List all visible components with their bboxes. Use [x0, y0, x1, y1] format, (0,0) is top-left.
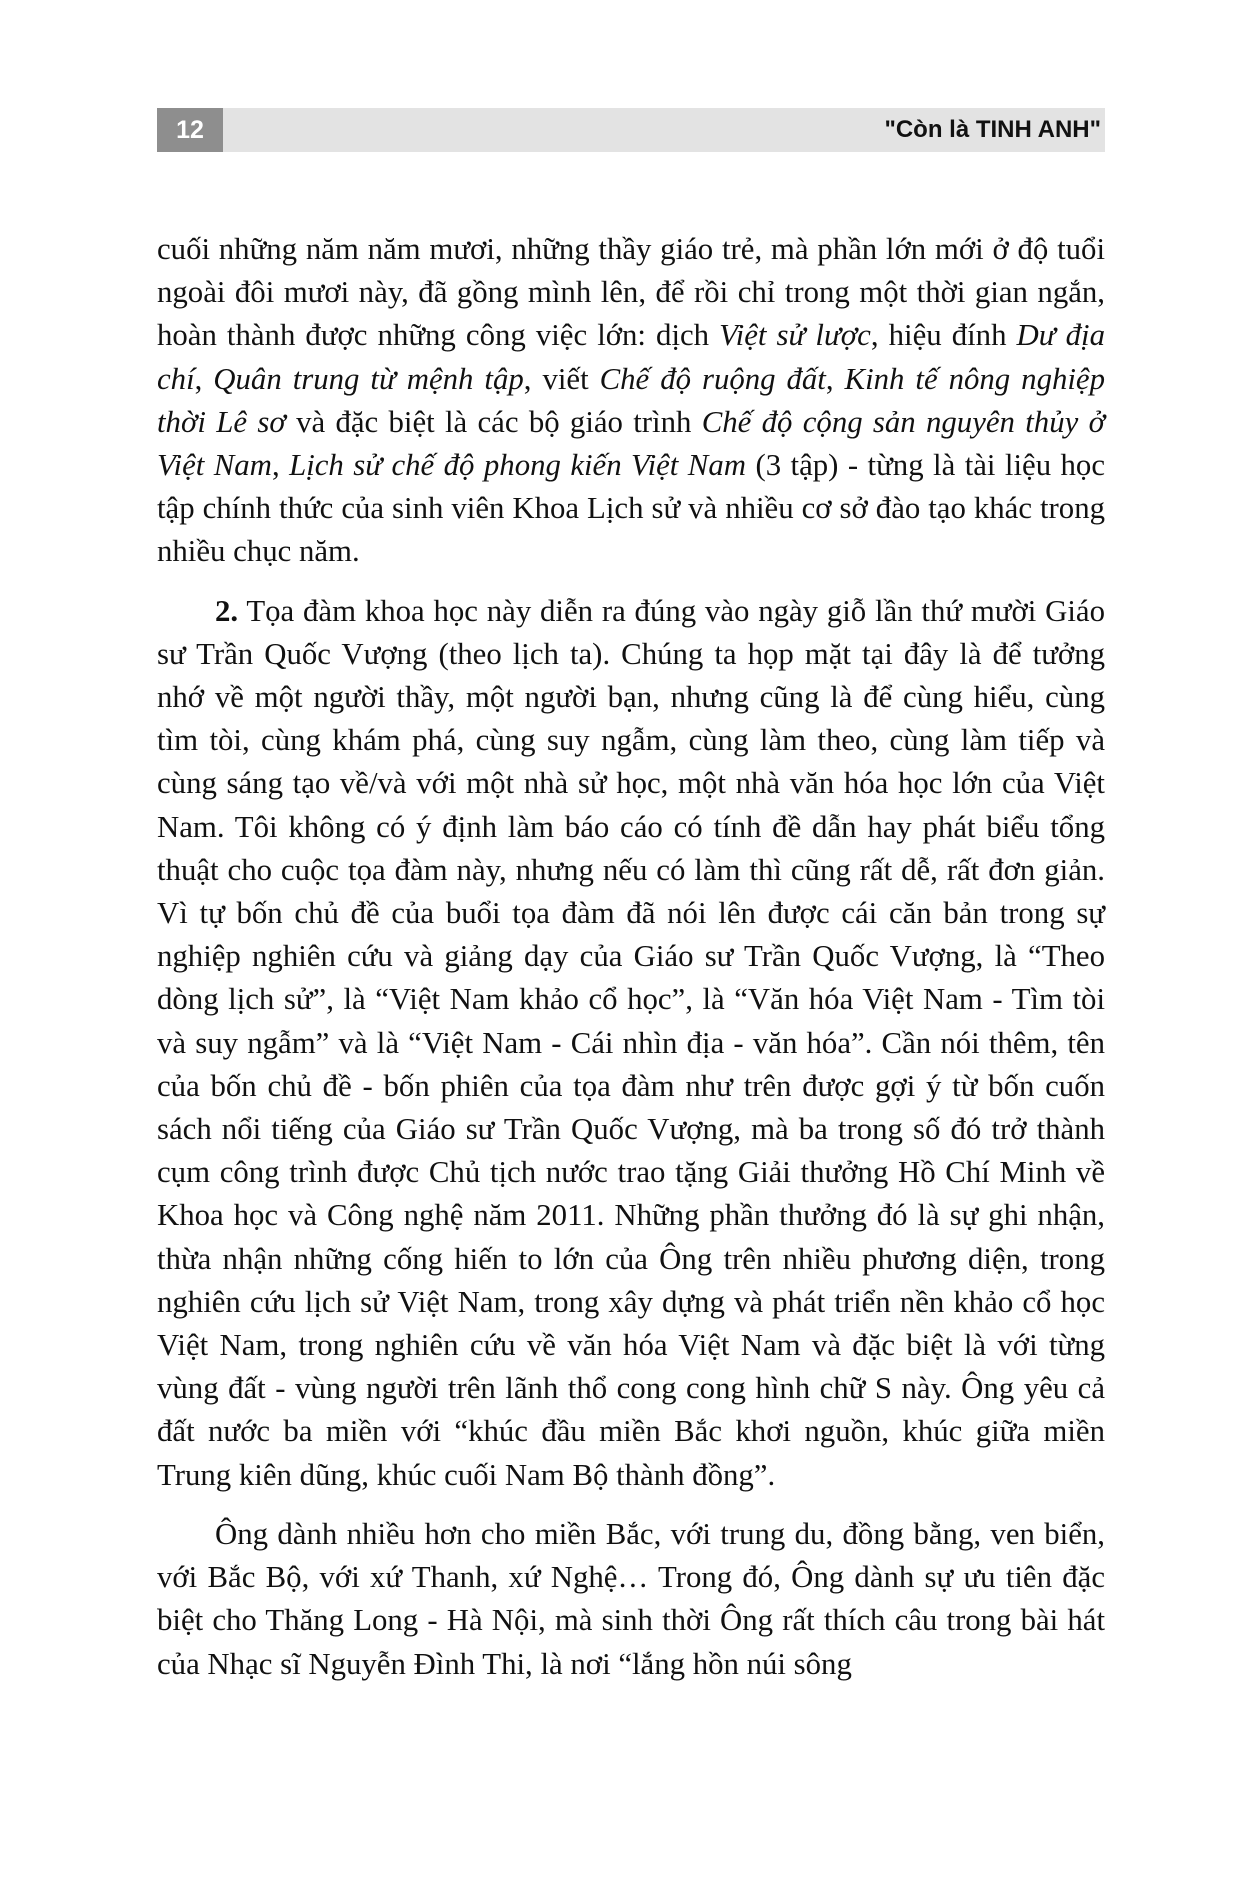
text-run: , viết — [523, 361, 600, 396]
italic-title: Dư địa chí — [157, 318, 1106, 396]
text-run: , — [194, 361, 214, 396]
text-run: , — [825, 361, 845, 396]
text-run: , — [271, 448, 290, 483]
paragraph-2 — [157, 590, 1105, 1497]
text-run: Tọa đàm khoa học này diễn ra đúng vào ngày giỗ lần thứ mười Giáo sư Trần Quốc Vượng (theo lịch ta). Chúng ta họp mặt tại đây là để tưởng nhớ về một người thầy, một người bạn, nhưng cũng là để cùng hiểu, cùng tìm tòi, cùng khám phá, cùng suy ngẫm, cùng làm theo, cùng làm tiếp và cùng sáng tạo về/và với một nhà sử học, một nhà văn hóa học lớn của Việt Nam. Tôi không có ý định làm báo cáo có tính đề dẫn hay phát biểu tổng thuật cho cuộc tọa đàm này, nhưng nếu có làm thì cũng rất dễ, rất đơn giản. Vì tự bốn chủ đề của buổi tọa đàm đã nói lên được cái căn bản trong sự nghiệp nghiên cứu và giảng dạy của Giáo sư Trần Quốc Vượng, là “Theo dòng lịch sử”, là “Việt Nam khảo cổ học”, là “Văn hóa Việt Nam - Tìm tòi và suy ngẫm” và là “Việt Nam - Cái nhìn địa - văn hóa”. Cần nói thêm, tên của bốn chủ đề - bốn phiên của tọa đàm như trên được gợi ý từ bốn cuốn sách nổi tiếng của Giáo sư Trần Quốc Vượng, mà ba trong số đó trở thành cụm công trình được Chủ tịch nước trao tặng Giải thưởng Hồ Chí Minh về Khoa học và Công nghệ năm 2011. Những phần thưởng đó là sự ghi nhận, thừa nhận những cống hiến to lớn của Ông trên nhiều phương diện, trong nghiên cứu lịch sử Việt Nam, trong xây dựng và phát triển nền khảo cổ học Việt Nam, trong nghiên cứu về văn hóa Việt Nam và đặc biệt là với từng vùng đất - vùng người trên lãnh thổ cong cong hình chữ S này. Ông yêu cả đất nước ba miền với “khúc đầu miền Bắc khơi nguồn, khúc giữa miền Trung kiên dũng, khúc cuối Nam Bộ thành đồng”. — [157, 593, 1105, 1492]
text-run: , hiệu đính — [870, 318, 1017, 353]
body-text — [157, 228, 1105, 1702]
italic-title: Kinh tế nông nghiệp thời Lê sơ — [157, 361, 1105, 439]
page-header — [157, 108, 1105, 152]
paragraph-1 — [157, 228, 1105, 574]
running-title: "Còn là TINH ANH" — [884, 116, 1101, 143]
page-number: 12 — [157, 108, 223, 152]
italic-title: Quân trung từ mệnh tập — [213, 361, 524, 396]
paragraph-3 — [157, 1513, 1105, 1686]
text-run: Ông dành nhiều hơn cho miền Bắc, với trung du, đồng bằng, ven biển, với Bắc Bộ, với xứ Thanh, xứ Nghệ… Trong đó, Ông dành sự ưu tiên đặc biệt cho Thăng Long - Hà Nội, mà sinh thời Ông rất thích câu trong bài hát của Nhạc sĩ Nguyễn Đình Thi, là nơi “lắng hồn núi sông — [157, 1516, 1105, 1681]
italic-title: Chế độ cộng sản nguyên thủy ở Việt Nam — [157, 404, 1106, 483]
italic-title: Chế độ ruộng đất — [599, 361, 826, 396]
italic-title: Lịch sử chế độ phong kiến Việt Nam — [289, 448, 746, 483]
text-run: và đặc biệt là các bộ giáo trình — [285, 404, 702, 439]
text-run: (3 tập) - từng là tài liệu học tập chính thức của sinh viên Khoa Lịch sử và nhiều cơ sở đào tạo khác trong nhiều chục năm. — [157, 448, 1105, 569]
text-run: cuối những năm năm mươi, những thầy giáo trẻ, mà phần lớn mới ở độ tuổi ngoài đôi mươi này, đã gồng mình lên, để rồi chỉ trong một thời gian ngắn, hoàn thành được những công việc lớn: dịch — [157, 232, 1105, 353]
section-number: 2. — [215, 593, 239, 628]
italic-title: Việt sử lược — [719, 318, 871, 353]
